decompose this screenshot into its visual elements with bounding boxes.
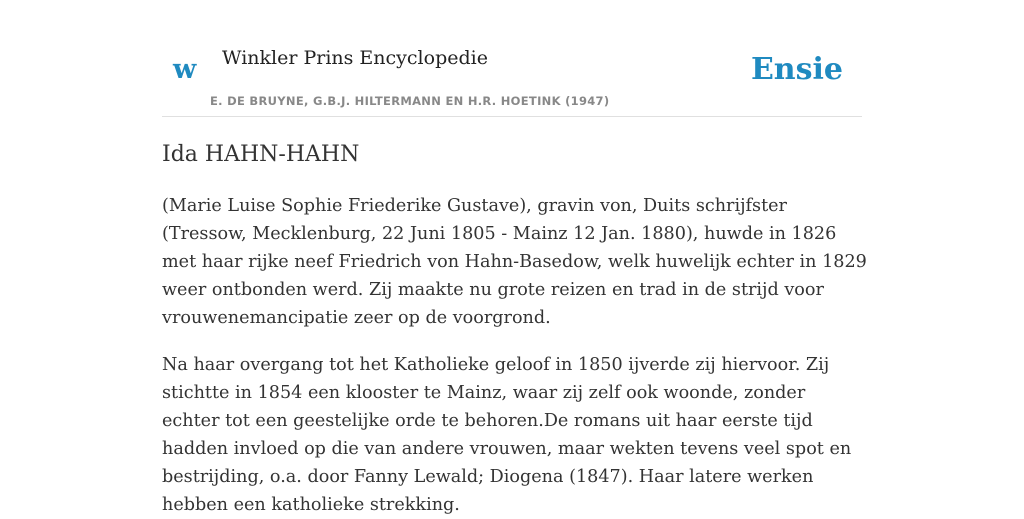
winkler-prins-logo-icon: w <box>173 54 197 85</box>
header <box>162 0 862 117</box>
article-card <box>162 0 867 515</box>
article-paragraph: (Marie Luise Sophie Friederike Gustave), gravin von, Duits schrijfster (Tressow, Mecklenburg, 22 Juni 1805 - Mainz 12 Jan. 1880), huwde in 1826 met haar rijke neef Friedrich von Hahn-Basedow, welk huwelijk echter in 1829 weer ontbonden werd. Zij maakte nu grote reizen en trad in de strijd voor vrouwenemancipatie zeer op de voorgrond. <box>162 196 867 328</box>
publication-authors: E. DE BRUYNE, G.B.J. HILTERMANN EN H.R. HOETINK (1947) <box>210 94 610 108</box>
article-paragraph: Na haar overgang tot het Katholieke geloof in 1850 ijverde zij hiervoor. Zij stichtte in 1854 een klooster te Mainz, waar zij zelf ook woonde, zonder echter tot een geestelijke orde te behoren.De romans uit haar eerste tijd hadden invloed op die van andere vrouwen, maar wekten tevens veel spot en bestrijding, o.a. door Fanny Lewald; Diogena (1847). Haar latere werken hebben een katholieke strekking. <box>162 355 852 515</box>
article-title: Ida HAHN-HAHN <box>162 142 360 167</box>
publication-name: Winkler Prins Encyclopedie <box>222 47 488 69</box>
ensie-logo-link[interactable]: Ensie <box>750 52 843 87</box>
